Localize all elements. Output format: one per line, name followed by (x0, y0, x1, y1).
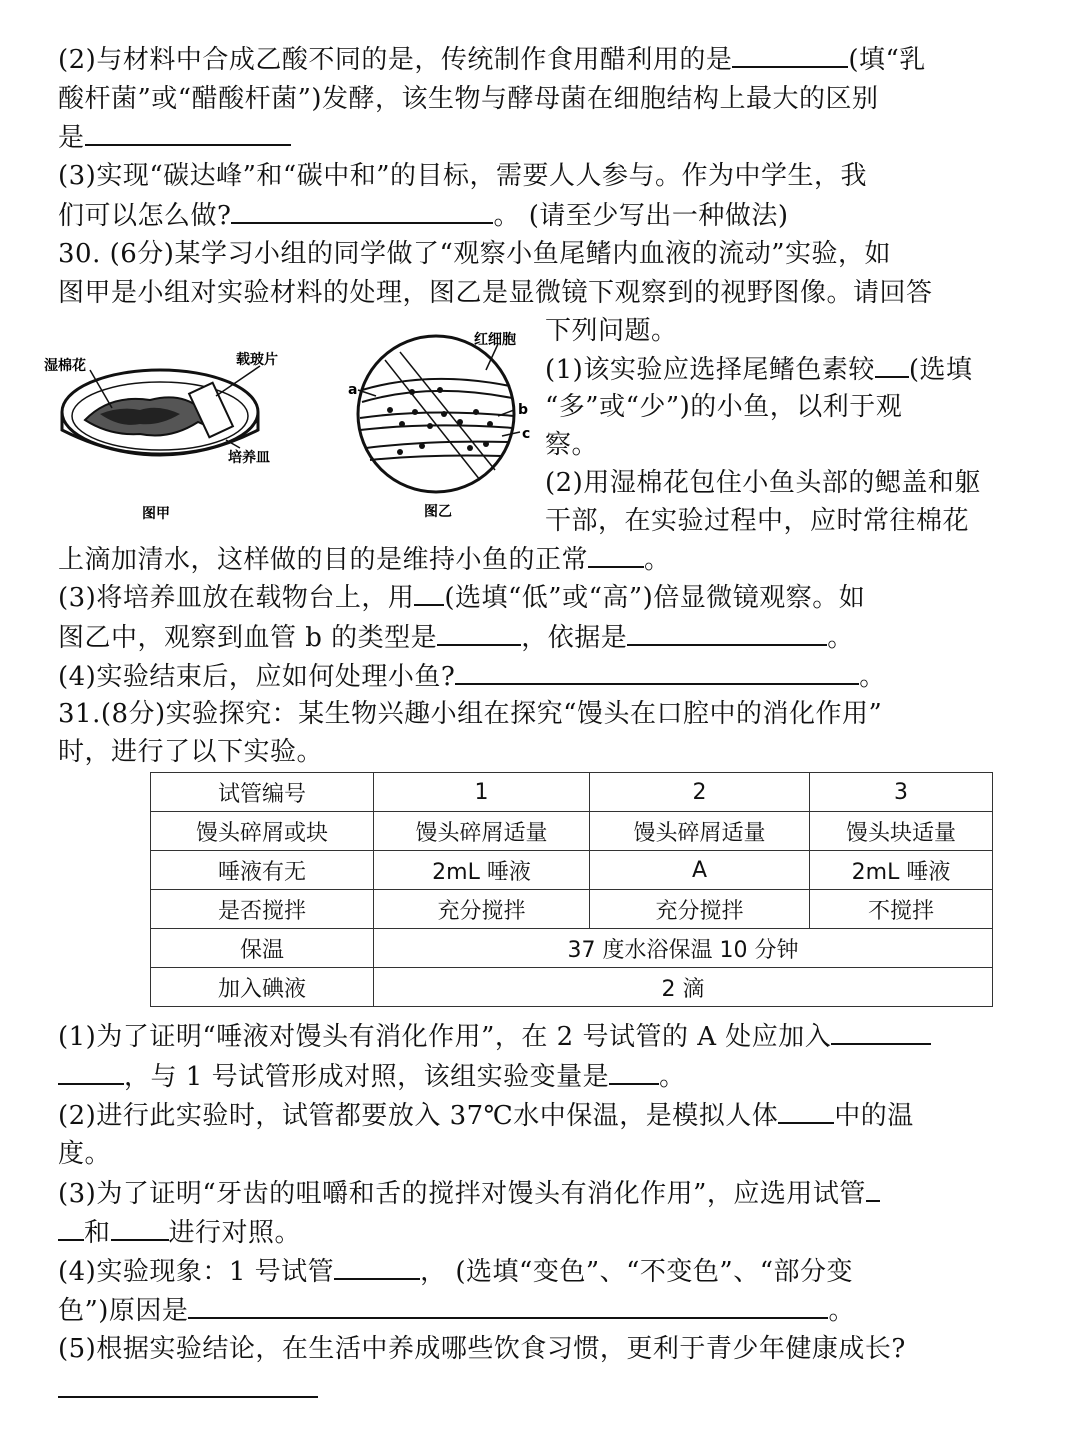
text-line (58, 1098, 914, 1133)
line-text: 。 (644, 545, 671, 575)
answer-blank[interactable] (188, 1293, 828, 1319)
line-text: 图乙中，观察到血管 b 的类型是 (58, 623, 438, 653)
label-b: b (518, 402, 529, 418)
table-cell: 2mL 唾液 (810, 851, 993, 890)
line-text: 上滴加清水，这样做的目的是维持小鱼的正常 (58, 545, 589, 575)
table-row (151, 890, 993, 929)
line-text: 。 (859, 662, 886, 692)
vessel-line (360, 412, 514, 418)
table-cell: 2 滴 (374, 968, 993, 1007)
vessel-line (370, 456, 502, 461)
label-dish: 培养皿 (228, 450, 270, 466)
answer-blank[interactable] (111, 1215, 169, 1241)
text-line: 31.(8分)实验探究：某生物兴趣小组在探究“馒头在口腔中的消化作用” (58, 699, 883, 729)
line-text: 。 (659, 1062, 686, 1092)
table-cell: 馒头碎屑适量 (374, 812, 590, 851)
vessel-line (362, 391, 512, 402)
answer-blank[interactable] (334, 1254, 420, 1280)
line-text: ，与 1 号试管形成对照，该组实验变量是 (124, 1062, 610, 1092)
text-line (58, 1254, 853, 1289)
line-text: (4)实验结束后，应如何处理小鱼? (58, 662, 456, 692)
text-line (58, 1019, 931, 1054)
line-text: 。 (请至少写出一种做法) (493, 201, 789, 231)
answer-blank[interactable] (831, 1019, 931, 1045)
table-row (151, 773, 993, 812)
answer-blank[interactable] (732, 42, 848, 68)
text-line: 时，进行了以下实验。 (58, 737, 324, 767)
text-line (58, 1176, 880, 1211)
caption-figure-a: 图甲 (142, 506, 170, 522)
text-line: 图甲是小组对实验材料的处理，图乙是显微镜下观察到的视野图像。请回答 (58, 278, 933, 308)
answer-blank[interactable] (778, 1098, 834, 1124)
line-text: 。 (828, 1296, 855, 1326)
figure-svg (40, 330, 530, 530)
text-line: 度。 (58, 1139, 112, 1169)
text-line (58, 120, 291, 155)
table-cell: 馒头碎屑或块 (151, 812, 374, 851)
line-text: 中的温 (834, 1101, 914, 1131)
text-line (58, 42, 926, 77)
answer-blank[interactable] (58, 1059, 124, 1085)
line-text: (3)为了证明“牙齿的咀嚼和舌的搅拌对馒头有消化作用”，应选用试管 (58, 1179, 866, 1209)
table-row (151, 968, 993, 1007)
text-line: “多”或“少”)的小鱼，以利于观 (545, 392, 903, 422)
line-text: 。 (827, 623, 854, 653)
line-text: (3)将培养皿放在载物台上，用 (58, 583, 415, 613)
table-row (151, 929, 993, 968)
text-line: 30. (6分)某学习小组的同学做了“观察小鱼尾鳍内血液的流动”实验，如 (58, 239, 892, 269)
line-text: ，依据是 (521, 623, 628, 653)
line-text: ， (选填“变色”、“不变色”、“部分变 (420, 1257, 854, 1287)
text-line: 干部，在实验过程中，应时常往棉花 (545, 506, 970, 536)
text-line (58, 659, 886, 694)
text-line: (3)实现“碳达峰”和“碳中和”的目标，需要人人参与。作为中学生，我 (58, 161, 867, 191)
experiment-table (150, 772, 993, 1007)
vessel-line (385, 360, 480, 480)
table-cell: 2 (590, 773, 810, 812)
text-line (58, 542, 671, 577)
answer-blank[interactable] (875, 352, 909, 378)
text-line: 察。 (545, 430, 599, 460)
line-text: (1)为了证明“唾液对馒头有消化作用”，在 2 号试管的 A 处应加入 (58, 1022, 832, 1052)
table-cell: 1 (374, 773, 590, 812)
line-text: (2)进行此实验时，试管都要放入 37℃水中保温，是模拟人体 (58, 1101, 779, 1131)
line-text: (填“乳 (848, 45, 926, 75)
label-red-blood-cell: 红细胞 (474, 332, 516, 348)
answer-blank[interactable] (627, 620, 827, 646)
text-line (58, 198, 789, 233)
answer-blank[interactable] (58, 1215, 84, 1241)
table-cell: 是否搅拌 (151, 890, 374, 929)
glass-slide (189, 383, 233, 437)
answer-blank[interactable] (866, 1176, 880, 1202)
caption-figure-b: 图乙 (424, 504, 452, 520)
table-cell: 保温 (151, 929, 374, 968)
answer-blank[interactable] (231, 198, 493, 224)
experiment-figure (40, 330, 530, 530)
text-line (58, 580, 865, 615)
answer-blank[interactable] (85, 120, 291, 146)
table-cell: 不搅拌 (810, 890, 993, 929)
table-cell: A (590, 851, 810, 890)
table-cell: 馒头碎屑适量 (590, 812, 810, 851)
table-row (151, 851, 993, 890)
text-line (58, 1215, 301, 1250)
table-cell: 37 度水浴保温 10 分钟 (374, 929, 993, 968)
table-cell: 唾液有无 (151, 851, 374, 890)
table-cell: 加入碘液 (151, 968, 374, 1007)
line-text: (2)与材料中合成乙酸不同的是，传统制作食用醋利用的是 (58, 45, 733, 75)
table-cell: 3 (810, 773, 993, 812)
petri-dish-figure (44, 351, 278, 522)
line-text: 进行对照。 (168, 1218, 302, 1248)
table-cell: 充分搅拌 (374, 890, 590, 929)
text-line: (5)根据实验结论，在生活中养成哪些饮食习惯，更利于青少年健康成长? (58, 1334, 906, 1364)
answer-blank[interactable] (414, 580, 444, 606)
microscope-view-figure (348, 331, 530, 520)
line-text: 色”)原因是 (58, 1296, 189, 1326)
table-cell: 2mL 唾液 (374, 851, 590, 890)
line-text: 们可以怎么做? (58, 201, 232, 231)
label-a: a (348, 382, 358, 398)
answer-blank[interactable] (58, 1372, 318, 1398)
answer-blank[interactable] (609, 1059, 659, 1085)
label-c: c (522, 426, 530, 442)
line-text: (选填 (908, 355, 973, 385)
vessel-line (362, 379, 510, 390)
text-line (58, 1372, 318, 1407)
answer-blank[interactable] (455, 659, 859, 685)
text-line (545, 352, 973, 387)
line-text: 和 (84, 1218, 111, 1248)
text-line (58, 1293, 855, 1328)
table-row (151, 812, 993, 851)
answer-blank[interactable] (588, 542, 644, 568)
line-text: (1)该实验应选择尾鳍色素较 (545, 355, 875, 385)
text-line (58, 1059, 686, 1094)
text-line: 下列问题。 (545, 316, 678, 346)
text-line (58, 620, 854, 655)
line-text: 是 (58, 123, 85, 153)
text-line: 酸杆菌”或“醋酸杆菌”)发酵，该生物与酵母菌在细胞结构上最大的区别 (58, 84, 879, 114)
line-text: (选填“低”或“高”)倍显微镜观察。如 (444, 583, 866, 613)
line-text: (4)实验现象：1 号试管 (58, 1257, 335, 1287)
text-line: (2)用湿棉花包住小鱼头部的鳃盖和躯 (545, 468, 981, 498)
label-cotton: 湿棉花 (44, 358, 86, 374)
answer-blank[interactable] (437, 620, 521, 646)
table-cell: 充分搅拌 (590, 890, 810, 929)
table-cell: 馒头块适量 (810, 812, 993, 851)
table-cell: 试管编号 (151, 773, 374, 812)
label-slide: 载玻片 (236, 352, 278, 368)
